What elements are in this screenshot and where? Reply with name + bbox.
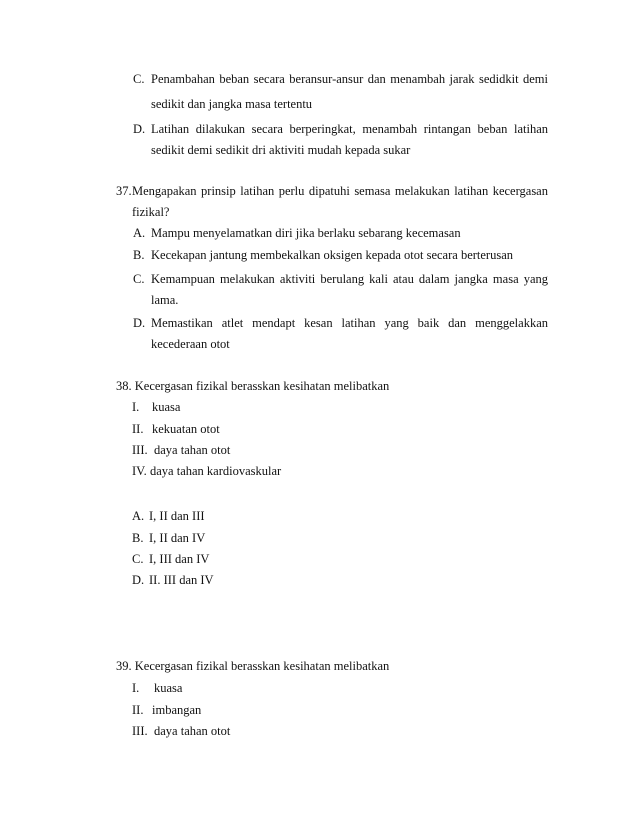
q38-item-4 (132, 463, 281, 479)
q37-option-d-label: D. (133, 316, 146, 330)
q39-item-2-text: imbangan (152, 703, 202, 717)
q38-item-4-text: daya tahan kardiovaskular (150, 464, 282, 478)
q38-item-4-label: IV. (132, 464, 147, 478)
q37-option-c-text-line1: Kemampuan melakukan aktiviti berulang kali atau dalam jangka masa yang (151, 272, 548, 286)
q38-option-d-label: D. (132, 573, 145, 587)
q38-item-1-text: kuasa (152, 400, 181, 414)
q38-option-d (132, 572, 214, 588)
q38-option-d-text: II. III dan IV (149, 573, 214, 587)
q38-item-1 (132, 399, 180, 415)
q37-option-d-text-line1: Memastikan atlet mendapt kesan latihan yang baik dan menggelakkan (151, 316, 548, 330)
q38-option-a-text: I, II dan III (149, 509, 205, 523)
q38-item-1-label: I. (132, 400, 140, 414)
q37-option-c-text-line2: lama. (151, 293, 179, 307)
q37-option-c-label: C. (133, 272, 145, 286)
q37-question-line1: Mengapakan prinsip latihan perlu dipatuhi semasa melakukan latihan kecergasan (132, 184, 548, 198)
q38-item-2-text: kekuatan otot (152, 422, 220, 436)
q37-option-a-text: Mampu menyelamatkan diri jika berlaku sebarang kecemasan (151, 226, 461, 240)
q38-option-c-label: C. (132, 552, 144, 566)
q37-option-b-label: B. (133, 248, 145, 262)
q37-number: 37. (116, 184, 132, 198)
q39-item-2-label: II. (132, 703, 144, 717)
q38-item-2 (132, 421, 220, 437)
q38-item-3-text: daya tahan otot (154, 443, 231, 457)
q39-item-3 (132, 723, 230, 739)
q38-option-b (132, 530, 205, 546)
q39-question: 39. Kecergasan fizikal berasskan kesihatan melibatkan (116, 659, 390, 673)
q37-option-a-label: A. (133, 226, 146, 240)
q37-question-line2: fizikal? (132, 205, 170, 219)
q38-item-3-label: III. (132, 443, 148, 457)
q39-item-1-label: I. (132, 681, 140, 695)
q37-option-b-text: Kecekapan jantung membekalkan oksigen kepada otot secara berterusan (151, 248, 513, 262)
q39-item-1 (132, 680, 182, 696)
q36-option-c-text-line1: Penambahan beban secara beransur-ansur dan menambah jarak sedidkit demi (151, 72, 548, 86)
q39-item-2 (132, 702, 201, 718)
q38-option-b-label: B. (132, 531, 144, 545)
q38-question: 38. Kecergasan fizikal berasskan kesihatan melibatkan (116, 379, 390, 393)
q38-item-2-label: II. (132, 422, 144, 436)
q38-option-a (132, 508, 205, 524)
q39-item-3-label: III. (132, 724, 148, 738)
q38-option-c-text: I, III dan IV (149, 552, 210, 566)
q36-option-d-label: D. (133, 122, 146, 136)
q38-option-c (132, 551, 209, 567)
q36-option-c-text-line2: sedikit dan jangka masa tertentu (151, 97, 313, 111)
q37-option-d-text-line2: kecederaan otot (151, 337, 230, 351)
q39-item-1-text: kuasa (154, 681, 183, 695)
q38-item-3 (132, 442, 230, 458)
q36-option-c-label: C. (133, 72, 145, 86)
q36-option-d-text-line1: Latihan dilakukan secara berperingkat, menambah rintangan beban latihan (151, 122, 548, 136)
q38-option-b-text: I, II dan IV (149, 531, 206, 545)
q39-item-3-text: daya tahan otot (154, 724, 231, 738)
q36-option-d-text-line2: sedikit demi sedikit dri aktiviti mudah kepada sukar (151, 143, 411, 157)
q38-option-a-label: A. (132, 509, 145, 523)
